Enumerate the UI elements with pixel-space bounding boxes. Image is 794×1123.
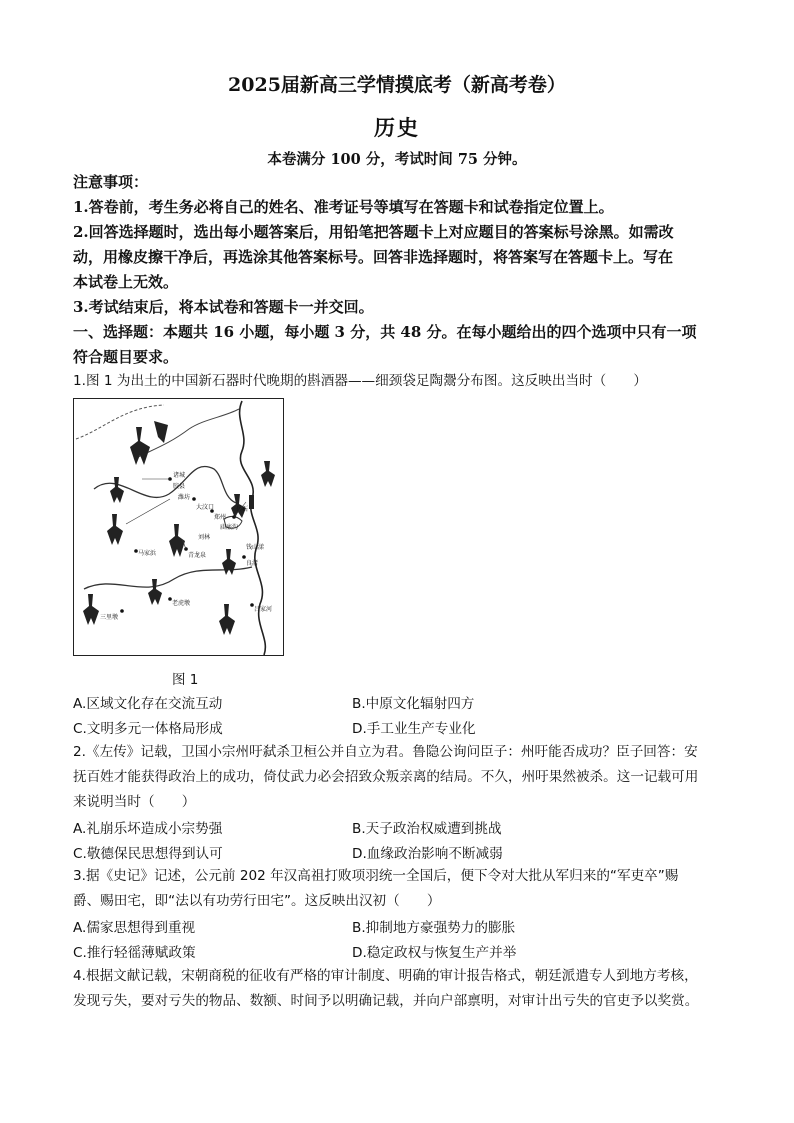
section-heading-line-1: 一、选择题：本题共 16 小题，每小题 3 分，共 48 分。在每小题给出的四个选项中只有一项 xyxy=(73,323,697,341)
q3-stem-line-2: 爵、赐田宅，即“法以有功劳行田宅”。这反映出汉初（ ） xyxy=(73,893,441,909)
note-3: 3.考试结束后，将本试卷和答题卡一并交回。 xyxy=(73,298,374,316)
map-label: 良渚 xyxy=(246,560,259,567)
map-label: 马家浜 xyxy=(138,550,157,557)
pottery-gui-icon xyxy=(148,579,162,605)
map-label: 老虎墩 xyxy=(172,600,191,607)
notes-heading: 注意事项： xyxy=(73,173,149,191)
score-info: 本卷满分 100 分，考试时间 75 分钟。 xyxy=(267,151,527,168)
q2-option-b: B.天子政治权威遭到挑战 xyxy=(352,821,502,837)
pottery-gui-icon xyxy=(107,514,123,545)
q4-stem-line-2: 发现亏失，要对亏失的物品、数额、时间予以明确记载，并向户部禀明，对审计出亏失的官吏予以奖赏。 xyxy=(73,993,699,1009)
map-label: 郑州 xyxy=(214,514,227,521)
map-label: 岳石 xyxy=(236,506,249,513)
q3-stem-line-1: 3.据《史记》记述，公元前 202 年汉高祖打败项羽统一全国后，便下令对大批从军归来的“军吏卒”赐 xyxy=(73,868,679,884)
map-river-branch xyxy=(134,409,239,459)
note-2-line-2: 动，用橡皮擦干净后，再选涂其他答案标号。回答非选择题时，将答案写在答题卡上。写在 xyxy=(73,248,674,266)
map-label: 庙底沟 xyxy=(220,524,239,531)
pottery-gui-icon xyxy=(110,477,124,503)
pottery-gui-icon xyxy=(222,549,236,575)
note-1: 1.答卷前，考生务必将自己的姓名、准考证号等填写在答题卡和试卷指定位置上。 xyxy=(73,198,614,216)
note-2-line-1: 2.回答选择题时，选出每小题答案后，用铅笔把答题卡上对应题目的答案标号涂黑。如需改 xyxy=(73,223,674,241)
map-coastline xyxy=(240,401,266,655)
map-label: 潍坊 xyxy=(178,494,191,501)
map-label: 胶县 xyxy=(173,483,186,490)
exam-subject: 历史 xyxy=(374,115,420,140)
note-2-line-3: 本试卷上无效。 xyxy=(73,273,179,291)
q1-option-c: C.文明多元一体格局形成 xyxy=(73,721,223,737)
pottery-gui-icon xyxy=(219,604,235,635)
q4-stem-line-1: 4.根据文献记载，宋朝商税的征收有严格的审计制度、明确的审计报告格式，朝廷派遣专人到地方考核， xyxy=(73,968,698,984)
pottery-gui-icon xyxy=(261,461,275,487)
exam-title: 2025届新高三学情摸底考（新高考卷） xyxy=(228,74,566,96)
q2-option-c: C.敬德保民思想得到认可 xyxy=(73,846,223,862)
map-label: 大汶口 xyxy=(196,504,215,511)
q1-option-b: B.中原文化辐射四方 xyxy=(352,696,475,712)
q2-option-d: D.血缘政治影响不断减弱 xyxy=(352,846,503,862)
q1-stem: 1.图 1 为出土的中国新石器时代晚期的斟酒器——细颈袋足陶鬶分布图。这反映出当时（ ） xyxy=(73,373,648,389)
q3-option-b: B.抑制地方豪强势力的膨胀 xyxy=(352,920,516,936)
q1-map-figure xyxy=(73,398,284,656)
pottery-gui-icon xyxy=(130,421,168,465)
q1-option-a: A.区域文化存在交流互动 xyxy=(73,696,223,712)
map-label: 钱山漾 xyxy=(246,544,265,551)
map-label: 青龙泉 xyxy=(188,552,207,559)
map-label: 吕家河 xyxy=(254,606,273,613)
q2-stem-line-1: 2.《左传》记载，卫国小宗州吁弑杀卫桓公并自立为君。鲁隐公询问臣子：州吁能否成功？臣子回答：安 xyxy=(73,744,698,760)
q2-stem-line-3: 来说明当时（ ） xyxy=(73,794,196,810)
distribution-map xyxy=(74,399,283,655)
q2-option-a: A.礼崩乐坏造成小宗势强 xyxy=(73,821,223,837)
section-heading-line-2: 符合题目要求。 xyxy=(73,348,179,366)
q3-option-a: A.儒家思想得到重视 xyxy=(73,920,196,936)
q2-stem-line-2: 抚百姓才能获得政治上的成功，倚仗武力必会招致众叛亲离的结局。不久，州吁果然被杀。这一记载可用 xyxy=(73,769,699,785)
q3-option-c: C.推行轻徭薄赋政策 xyxy=(73,945,196,961)
q1-figure-caption: 图 1 xyxy=(172,672,199,688)
map-label: 诸城 xyxy=(173,472,186,479)
map-boundary xyxy=(76,405,164,439)
map-label: 三里墩 xyxy=(100,614,119,621)
q3-option-d: D.稳定政权与恢复生产并举 xyxy=(352,945,517,961)
q1-option-d: D.手工业生产专业化 xyxy=(352,721,476,737)
pottery-gui-icon xyxy=(83,594,99,625)
map-label: 刘林 xyxy=(198,534,211,541)
